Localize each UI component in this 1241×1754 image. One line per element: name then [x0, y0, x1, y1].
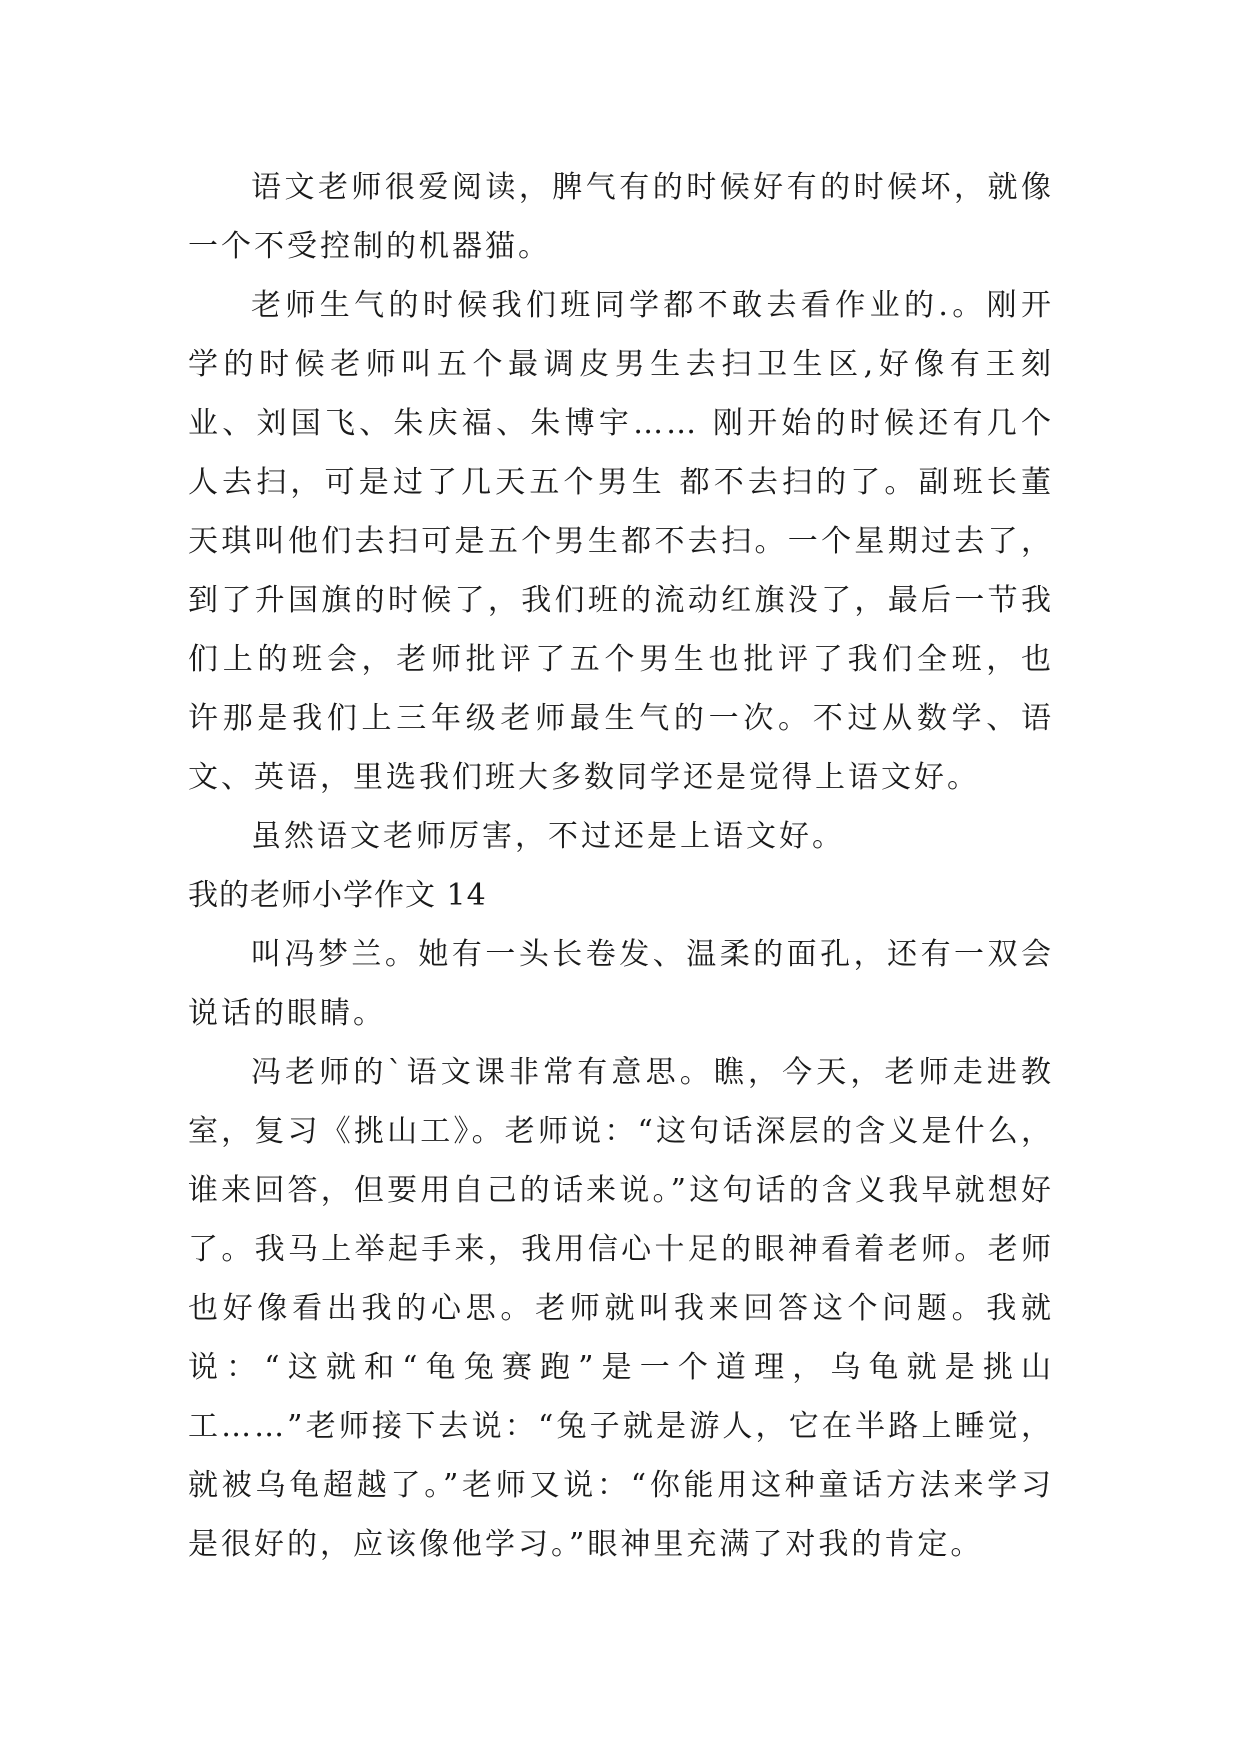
paragraph-teacher-intro: 叫冯梦兰。她有一头长卷发、温柔的面孔，还有一双会说话的眼睛。 [188, 937, 1054, 1031]
paragraph-teacher-reading: 语文老师很爱阅读，脾气有的时候好有的时候坏，就像一个不受控制的机器猫。 [188, 170, 1054, 264]
essay-heading: 我的老师小学作文 14 [188, 878, 487, 913]
document-body [188, 158, 1054, 1574]
paragraph-conclusion: 虽然语文老师厉害，不过还是上语文好。 [251, 819, 845, 854]
paragraph-chinese-class: 冯老师的`语文课非常有意思。瞧，今天，老师走进教室，复习《挑山工》。老师说：“这句话深层的含义是什么，谁来回答，但要用自己的话来说。”这句话的含义我早就想好了。我马上举起手来，我用信心十足的眼神看着老师。老师也好像看出我的心思。老师就叫我来回答这个问题。我就说：“这就和“龟兔赛跑”是一个道理，乌龟就是挑山工……”老师接下去说：“兔子就是游人，它在半路上睡觉，就被乌龟超越了。”老师又说：“你能用这种童话方法来学习是很好的，应该像他学习。”眼神里充满了对我的肯定。 [188, 1055, 1054, 1562]
paragraph-teacher-angry: 老师生气的时候我们班同学都不敢去看作业的.。刚开学的时候老师叫五个最调皮男生去扫卫生区,好像有王刻业、刘国飞、朱庆福、朱博宇…… 刚开始的时候还有几个人去扫，可是过了几天五个男生 都不去扫的了。副班长董天琪叫他们去扫可是五个男生都不去扫。一个星期过去了，到了升国旗的时候了，我们班的流动红旗没了，最后一节我们上的班会，老师批评了五个男生也批评了我们全班，也 许那是我们上三年级老师最生气的一次。不过从数学、语文、英语，里选我们班大多数同学还是觉得上语文好。 [188, 288, 1054, 795]
